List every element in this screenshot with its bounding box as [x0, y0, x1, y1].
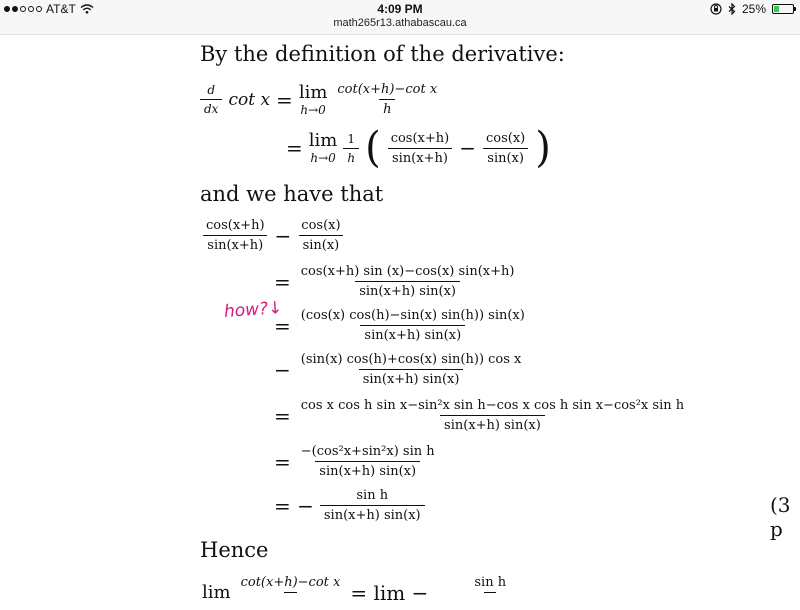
cos-sin-x-plus-h: $\frac{\cos(x+h)}{\sin(x+h)}$ — [202, 218, 269, 253]
step-3: − $\frac{\text{(sin(x) cos(h)+cos(x) sin(h)) cos x}}{\sin(x+h) \sin(x)}$ — [274, 352, 525, 387]
intro-text: By the definition of the derivative: — [200, 42, 565, 66]
step-1: = $\frac{\cos(x+h) \sin (x)-\cos(x) \sin(x+h)}{\sin(x+h) \sin(x)}$ — [274, 264, 518, 299]
left-paren: ( — [365, 123, 381, 173]
status-right — [710, 2, 794, 16]
step-2-fraction: $\frac{(\cos(x) \cos(h)-\sin(x) \sin(h)) \sin(x)}{\sin(x+h) \sin(x)}$ — [300, 308, 525, 343]
step-3-fraction: $\frac{\text{(sin(x) cos(h)+cos(x) sin(h)) cos x}}{\sin(x+h) \sin(x)}$ — [300, 352, 522, 387]
final-limit: lim — [202, 582, 231, 603]
address-bar-url[interactable]: math265r13.athabascau.ca — [333, 17, 467, 29]
step-4: = cos x cos h sin x−sin²x sin h−cos x cos h sin x−cos²x sin h sin(x+h) sin(x) — [274, 398, 688, 433]
and-we-have-text: and we have that — [200, 182, 384, 206]
d-dx-fraction: $\frac{d}{dx}$ — [200, 83, 222, 116]
battery-icon — [772, 4, 794, 14]
cos-over-sin-x-plus-h: $\frac{\cos(x+h)}{\sin(x+h)}$ — [387, 131, 454, 166]
carrier-label: AT&T — [46, 2, 76, 16]
limit: lim h→0 — [298, 81, 328, 117]
limit: lim h→0 — [308, 130, 338, 165]
cos-sin-x: $\frac{\cos(x)}{\sin(x)}$ — [297, 218, 344, 253]
cot-x: cot x — [228, 89, 271, 110]
final-line: lim cot(x+h)−cot x = lim − sin h — [202, 575, 546, 610]
equals: = — [286, 136, 303, 160]
step-6: = − $\frac{\text{sin h}}{\sin(x+h) \sin(x)}$ — [274, 488, 425, 523]
equals: = — [276, 87, 293, 112]
step-1-fraction: $\frac{\cos(x+h) \sin (x)-\cos(x) \sin(x+h)}{\sin(x+h) \sin(x)}$ — [300, 264, 515, 299]
orientation-lock-icon — [710, 3, 722, 15]
step-5: = $\frac{\text{−(cos²x+sin²x) sin h}}{\sin(x+h) \sin(x)}$ — [274, 444, 439, 479]
bluetooth-icon — [728, 3, 736, 15]
status-bar — [0, 0, 800, 35]
step-6-fraction: $\frac{\text{sin h}}{\sin(x+h) \sin(x)}$ — [320, 488, 425, 523]
difference-expression: $\frac{\cos(x+h)}{\sin(x+h)}$ − $\frac{\cos(x)}{\sin(x)}$ — [202, 218, 345, 253]
final-fraction: cot(x+h)−cot x — [237, 575, 345, 610]
equation-number: (3 p — [770, 493, 791, 541]
step-4-fraction: cos x cos h sin x−sin²x sin h−cos x cos h sin x−cos²x sin h sin(x+h) sin(x) — [300, 398, 685, 433]
battery-level — [774, 6, 779, 12]
hence-text: Hence — [200, 538, 269, 562]
battery-percent: 25% — [741, 2, 766, 16]
step-5-fraction: $\frac{\text{−(cos²x+sin²x) sin h}}{\sin(x+h) \sin(x)}$ — [300, 444, 435, 479]
cos-over-sin-x: $\frac{\cos(x)}{\sin(x)}$ — [482, 131, 529, 166]
difference-quotient: $\frac{\text{cot(x+h)−cot x}}{h}$ — [337, 82, 438, 117]
derivative-line-2: = lim h→0 $\frac{1}{h}$ ( $\frac{\cos(x+h)}{\sin(x+h)}$ − $\frac{\cos(x)}{\sin(x)}$ ) — [286, 123, 551, 173]
derivative-line-1 — [200, 82, 441, 117]
handwritten-annotation: how?↓ — [223, 297, 283, 323]
clock: 4:09 PM — [377, 2, 423, 16]
final-fraction-2: sin h — [434, 575, 546, 610]
step-2: = $\frac{(\cos(x) \cos(h)-\sin(x) \sin(h)) \sin(x)}{\sin(x+h) \sin(x)}$ — [274, 308, 529, 343]
right-paren: ) — [535, 123, 551, 173]
one-over-h: $\frac{1}{h}$ — [343, 132, 359, 165]
